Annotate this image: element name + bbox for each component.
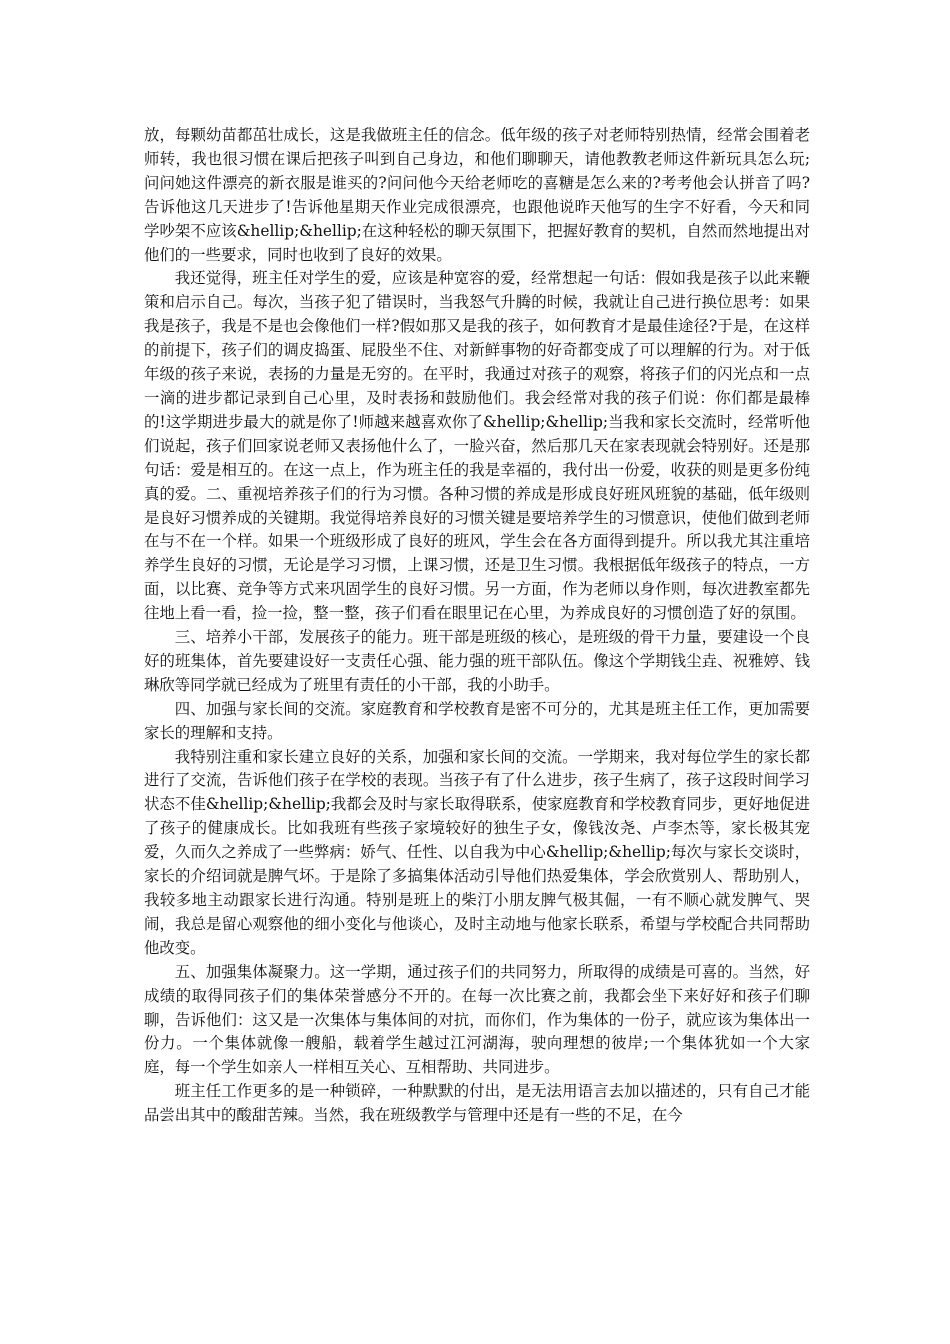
paragraph-2: 我还觉得，班主任对学生的爱，应该是种宽容的爱，经常想起一句话：假如我是孩子以此来鞭策和启示自己。每次，当孩子犯了错误时，当我怒气升腾的时候，我就让自己进行换位思考：如果我是孩子，我是不是也会像他们一样?假如那又是我的孩子，如何教育才是最佳途径?于是，在这样的前提下，孩子们的调皮捣蛋、屁股坐不住、对新鲜事物的好奇都变成了可以理解的行为。对于低年级的孩子来说，表扬的力量是无穷的。在平时，我通过对孩子的观察，将孩子们的闪光点和一点一滴的进步都记录到自己心里，及时表扬和鼓励他们。我会经常对我的孩子们说：你们都是最棒的!这学期进步最大的就是你了!师越来越喜欢你了&hellip;&hellip;当我和家长交流时，经常听他们说起，孩子们回家说老师又表扬他什么了，一脸兴奋，然后那几天在家表现就会特别好。还是那句话：爱是相互的。在这一点上，作为班主任的我是幸福的，我付出一份爱，收获的则是更多份纯真的爱。二、重视培养孩子们的行为习惯。各种习惯的养成是形成良好班风班貌的基础，低年级则是良好习惯养成的关键期。我觉得培养良好的习惯关键是要培养学生的习惯意识，使他们做到老师在与不在一个样。如果一个班级形成了良好的班风，学生会在各方面得到提升。所以我尤其注重培养学生良好的习惯，无论是学习习惯，上课习惯，还是卫生习惯。我根据低年级孩子的特点，一方面，以比赛、竞争等方式来巩固学生的良好习惯。另一方面，作为老师以身作则，每次进教室都先往地上看一看，捡一捡，整一整，孩子们看在眼里记在心里，为养成良好的习惯创造了好的氛围。 xyxy=(144,269,810,623)
paragraph-7: 班主任工作更多的是一种锁碎，一种默默的付出，是无法用语言去加以描述的，只有自己才能品尝出其中的酸甜苦辣。当然，我在班级教学与管理中还是有一些的不足，在今 xyxy=(144,1082,810,1125)
document-body xyxy=(144,124,810,1128)
paragraph-3: 三、培养小干部，发展孩子的能力。班干部是班级的核心，是班级的骨干力量，要建设一个良好的班集体，首先要建设好一支责任心强、能力强的班干部队伍。像这个学期钱尘垚、祝雅婷、钱琳欣等同学就已经成为了班里有责任的小干部，我的小助手。 xyxy=(144,628,810,694)
paragraph-6: 五、加强集体凝聚力。这一学期，通过孩子们的共同努力，所取得的成绩是可喜的。当然，好成绩的取得同孩子们的集体荣誉感分不开的。在每一次比赛之前，我都会坐下来好好和孩子们聊聊，告诉他们：这又是一次集体与集体间的对抗，而你们，作为集体的一份子，就应该为集体出一份力。一个集体就像一艘船，载着学生越过江河湖海，驶向理想的彼岸;一个集体犹如一个大家庭，每一个学生如亲人一样相互关心、互相帮助、共同进步。 xyxy=(144,962,810,1077)
paragraph-4: 四、加强与家长间的交流。家庭教育和学校教育是密不可分的，尤其是班主任工作，更加需要家长的理解和支持。 xyxy=(144,699,810,742)
paragraph-1: 放，每颗幼苗都茁壮成长，这是我做班主任的信念。低年级的孩子对老师特别热情，经常会围着老师转，我也很习惯在课后把孩子叫到自己身边，和他们聊聊天，请他教教老师这件新玩具怎么玩;问问她这件漂亮的新衣服是谁买的?问问他今天给老师吃的喜糖是怎么来的?考考他会认拼音了吗?告诉他这几天进步了!告诉他星期天作业完成很漂亮，也跟他说昨天他写的生字不好看，今天和同学吵架不应该&hellip;&hellip;在这种轻松的聊天氛围下，把握好教育的契机，自然而然地提出对他们的一些要求，同时也收到了良好的效果。 xyxy=(144,126,810,264)
paragraph-5: 我特别注重和家长建立良好的关系，加强和家长间的交流。一学期来，我对每位学生的家长都进行了交流，告诉他们孩子在学校的表现。当孩子有了什么进步，孩子生病了，孩子这段时间学习状态不佳&hellip;&hellip;我都会及时与家长取得联系，使家庭教育和学校教育同步，更好地促进了孩子的健康成长。比如我班有些孩子家境较好的独生子女，像钱汝尧、卢李杰等，家长极其宠爱，久而久之养成了一些弊病：娇气、任性、以自我为中心&hellip;&hellip;每次与家长交谈时，家长的介绍词就是脾气坏。于是除了多搞集体活动引导他们热爱集体，学会欣赏别人、帮助别人，我较多地主动跟家长进行沟通。特别是班上的柴汀小朋友脾气极其倔，一有不顺心就发脾气、哭闹，我总是留心观察他的细小变化与他谈心，及时主动地与他家长联系，希望与学校配合共同帮助他改变。 xyxy=(144,747,810,957)
